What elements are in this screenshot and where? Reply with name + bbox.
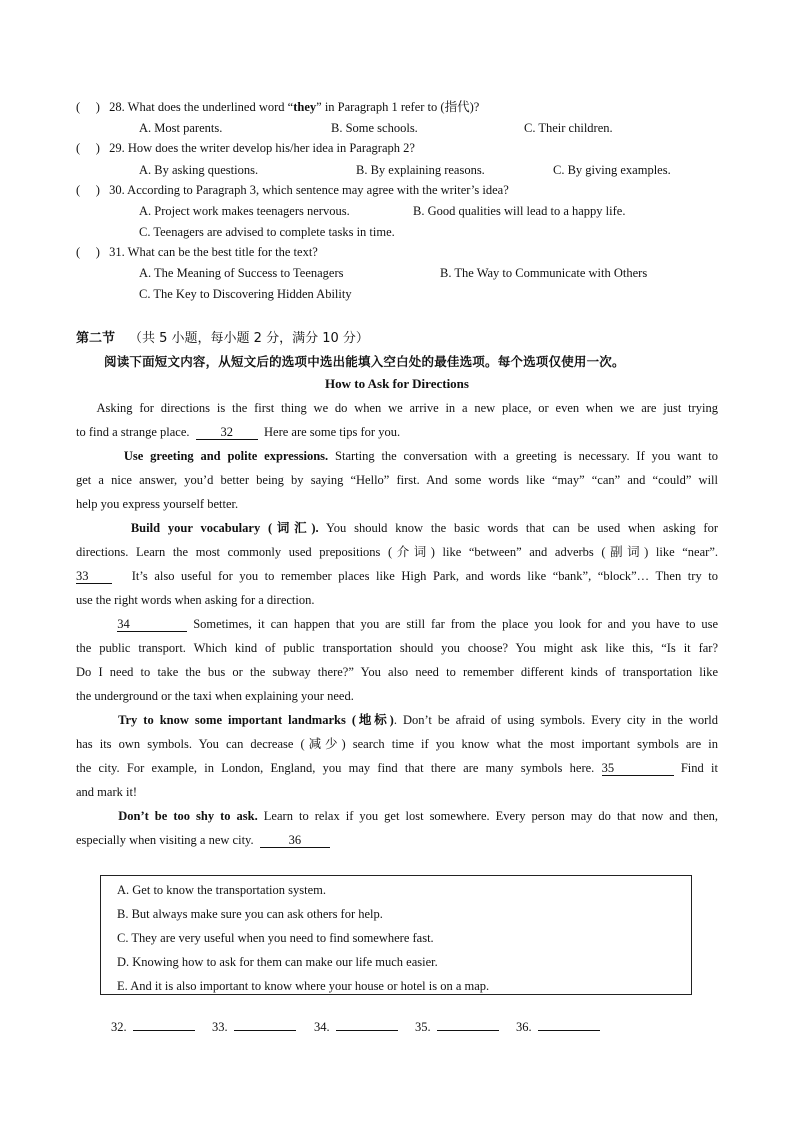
- passage-line: use the right words when asking for a direction.: [76, 593, 315, 607]
- answer-blank-32[interactable]: [133, 1020, 195, 1031]
- answer-bracket[interactable]: ( ): [76, 141, 100, 155]
- question-28: [76, 99, 479, 115]
- option-b: B. Good qualities will lead to a happy life.: [413, 204, 626, 218]
- section-note: （共 5 小题，每小题 2 分，满分 10 分）: [129, 331, 369, 346]
- passage-line: and mark it!: [76, 785, 138, 799]
- answer-bracket[interactable]: ( ): [76, 100, 100, 114]
- answer-bracket[interactable]: ( ): [76, 183, 100, 197]
- question-29: [76, 140, 415, 156]
- answer-32: 32.: [111, 1020, 195, 1035]
- passage-line: Build your vocabulary (词汇). You should know the basic words that can be used when asking for: [130, 521, 718, 535]
- passage-line: the public transport. Which kind of public transportation should you choose? You might ask like this, “Is it far?: [76, 641, 718, 655]
- box-option-e: E. And it is also important to know where your house or hotel is on a map.: [117, 979, 490, 993]
- blank-35[interactable]: 35: [602, 762, 674, 776]
- passage-line: 33 It’s also useful for you to remember places like High Park, and words like “bank”, “block”… Then try to: [76, 569, 719, 583]
- option-a: A. By asking questions.: [139, 163, 259, 177]
- option-a: A. Most parents.: [139, 121, 223, 135]
- question-stem: 31. What can be the best title for the text?: [109, 245, 318, 259]
- blank-34[interactable]: 34: [117, 618, 187, 632]
- passage-line: to find a strange place. 32 Here are some tips for you.: [76, 425, 401, 439]
- option-b: B. By explaining reasons.: [356, 163, 485, 177]
- box-option-d: D. Knowing how to ask for them can make our life much easier.: [117, 955, 438, 969]
- passage-line: directions. Learn the most commonly used prepositions (介词) like “between” and adverbs (副词) like “near”.: [76, 545, 718, 559]
- answer-33: 33.: [212, 1020, 296, 1035]
- answer-blank-33[interactable]: [234, 1020, 296, 1031]
- option-c: C. Teenagers are advised to complete tasks in time.: [139, 225, 395, 239]
- passage-line: Do I need to take the bus or the subway there?” You also need to remember different kinds of transportation like: [76, 665, 718, 679]
- answer-36: 36.: [516, 1020, 600, 1035]
- question-30: [76, 182, 509, 198]
- box-option-b: B. But always make sure you can ask others for help.: [117, 907, 383, 921]
- section-label: 第二节: [76, 331, 116, 346]
- section-heading: [76, 327, 369, 346]
- passage-line: Try to know some important landmarks (地标). Don’t be afraid of using symbols. Every city in the world: [118, 713, 718, 727]
- passage-line: the city. For example, in London, England, you may find that there are many symbols here. 35 Find it: [76, 761, 719, 775]
- option-b: B. Some schools.: [331, 121, 418, 135]
- passage-line: Use greeting and polite expressions. Starting the conversation with a greeting is necessary. If you want to: [123, 449, 719, 463]
- question-stem: 28. What does the underlined word “they” in Paragraph 1 refer to (指代)?: [109, 100, 480, 114]
- question-stem: 30. According to Paragraph 3, which sentence may agree with the writer’s idea?: [109, 183, 509, 197]
- passage-line: the underground or the taxi when explaining your need.: [76, 689, 354, 703]
- answer-blank-34[interactable]: [336, 1020, 398, 1031]
- section-instruction: 阅读下面短文内容，从短文后的选项中选出能填入空白处的最佳选项。每个选项仅使用一次。: [104, 354, 625, 369]
- answer-bracket[interactable]: ( ): [76, 245, 100, 259]
- passage-line: get a nice answer, you’d better being by saying “Hello” first. And some words like “may” “can” and “could” will: [76, 473, 718, 487]
- answer-34: 34.: [314, 1020, 398, 1035]
- passage-title: How to Ask for Directions: [325, 376, 469, 391]
- option-c: C. Their children.: [524, 121, 613, 135]
- answer-blank-35[interactable]: [437, 1020, 499, 1031]
- passage-line: Don’t be too shy to ask. Learn to relax if you get lost somewhere. Every person may do that now and then,: [118, 809, 719, 823]
- box-option-c: C. They are very useful when you need to find somewhere fast.: [117, 931, 434, 945]
- blank-32[interactable]: 32: [196, 426, 258, 440]
- answer-35: 35.: [415, 1020, 499, 1035]
- passage-line: has its own symbols. You can decrease (减少) search time if you know what the most important symbols are in: [76, 737, 718, 751]
- question-stem: 29. How does the writer develop his/her idea in Paragraph 2?: [109, 141, 415, 155]
- passage-line: help you express yourself better.: [76, 497, 239, 511]
- option-a: A. Project work makes teenagers nervous.: [139, 204, 350, 218]
- passage-line: especially when visiting a new city. 36: [76, 832, 718, 848]
- question-31: [76, 244, 318, 260]
- blank-36[interactable]: 36: [260, 834, 330, 848]
- option-c: C. The Key to Discovering Hidden Ability: [139, 287, 352, 301]
- box-option-a: A. Get to know the transportation system.: [117, 883, 326, 897]
- option-c: C. By giving examples.: [553, 163, 671, 177]
- passage-line: Asking for directions is the first thing we do when we arrive in a new place, or even when we are just trying: [96, 401, 719, 415]
- option-a: A. The Meaning of Success to Teenagers: [139, 266, 344, 280]
- passage-line: 34 Sometimes, it can happen that you are still far from the place you look for and you have to use: [117, 617, 719, 631]
- options-box: [100, 875, 692, 995]
- option-b: B. The Way to Communicate with Others: [440, 266, 648, 280]
- answer-blank-36[interactable]: [538, 1020, 600, 1031]
- blank-33[interactable]: 33: [76, 570, 112, 584]
